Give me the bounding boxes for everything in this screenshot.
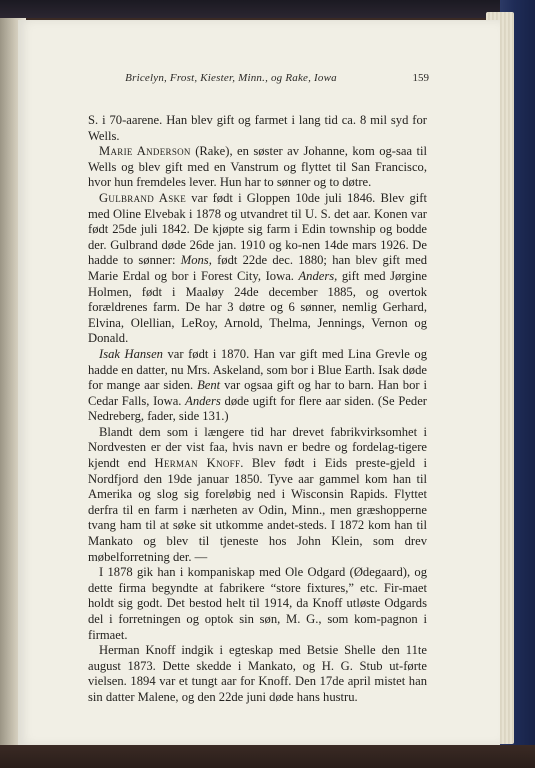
person-name: Marie Anderson (99, 144, 191, 159)
text-run: døde ugift for flere aar siden. (Se Peder Nedreberg, fader, side 131.) (88, 393, 427, 424)
body-text (88, 113, 427, 706)
text-run: Herman Knoff indgik i egteskap med Betsie Shelle den 11te august 1873. Dette skedde i Mankato, og H. G. Stub ut-førte vielsen. 1894 var et tungt aar for Knoff. Den 17de april mistet han sin datter Malene, og den 22de juni døde hans hustru. (88, 643, 427, 704)
paragraph (88, 113, 427, 144)
text-run: gift med Jørgine Holmen, født i Maaløy 24de december 1885, og overtok forældrenes farm. De har 3 døtre og 6 sønner, nemlig Gerhard, Elvina, Olellian, LeRoy, Arnold, Thelma, Jennings, Vernon og Donald. (88, 268, 427, 346)
person-name: Gulbrand Aske (99, 190, 187, 205)
italic-name: Anders, (298, 268, 338, 283)
running-title: Bricelyn, Frost, Kiester, Minn., og Rake, Iowa (125, 72, 337, 84)
text-run: var født i Gloppen 10de juli 1846. Blev gift med Oline Elvebak i 1878 og utvandret til U. S. det aar. Konen var født 25de juli 1842. De kjøpte sig farm i Edin township og bodde der. Gulbrand døde 26de jan. 1910 og ko-nen 14de mars 1926. De hadde to sønner: (88, 190, 428, 268)
paragraph (88, 425, 427, 565)
italic-name: Anders (185, 393, 221, 408)
italic-name: Isak Hansen (99, 346, 163, 361)
italic-name: Bent (197, 378, 221, 393)
text-run: I 1878 gik han i kompaniskap med Ole Odgard (Ødegaard), og dette firma begyndte at fabrikere “store fixtures,” etc. Fir-maet holdt sig godt. Det bestod helt til 1914, da Knoff utløste Odgards del i forretningen og optok sin søn, M. G., som kom-pagnon i firmaet. (88, 565, 427, 642)
text-run: (Rake), en søster av Johanne, kom og-saa til Wells og blev gift med en Vanstrum og flyttet til San Francisco, hvor hun fremdeles lever. Hun har to sønner og to døtre. (88, 144, 427, 190)
page-number: 159 (412, 72, 429, 84)
paragraph (88, 643, 427, 705)
text-run: var født i 1870. Han var gift med Lina Grevle og hadde en datter, nu Mrs. Askeland, som bor i Blue Earth. Isak døde for mange aar siden. (88, 346, 427, 393)
paragraph (88, 347, 427, 425)
book-cover-top (0, 0, 535, 18)
text-run: født 22de dec. 1880; han blev gift med Marie Erdal og bor i Forest City, Iowa. (88, 253, 427, 283)
text-run: S. i 70-aarene. Han blev gift og farmet i lang tid ca. 8 mil syd for Wells. (88, 113, 427, 143)
paragraph (88, 191, 427, 347)
person-name: Herman Knoff (154, 456, 241, 471)
text-run: . Blev født i Eids preste-gjeld i Nordfjord den 19de januar 1850. Tyve aar gammel kom han til Amerika og slog sig foreløbig ned i Wisconsin Rapids. Flyttet derfra til en farm i nærheten av Odin, Minn., men græshopperne tvang ham til at søke sit utkomme andet-steds. I 1872 kom han til Mankato og blev til tjeneste hos John Klein, som drev møbelforretning der. — (88, 456, 427, 564)
book-cover-bottom (0, 745, 535, 768)
paragraph (88, 144, 427, 191)
text-run: Blandt dem som i længere tid har drevet fabrikvirksomhet i Nordvesten er der vist faa, hvis navn er bedre og fordelag-tigere kjendt end (88, 424, 427, 471)
running-head (68, 72, 429, 90)
italic-name: Mons, (180, 253, 212, 268)
text-run: var ogsaa gift og har to barn. Han bor i Cedar Falls, Iowa. (88, 378, 428, 408)
paragraph (88, 565, 427, 643)
